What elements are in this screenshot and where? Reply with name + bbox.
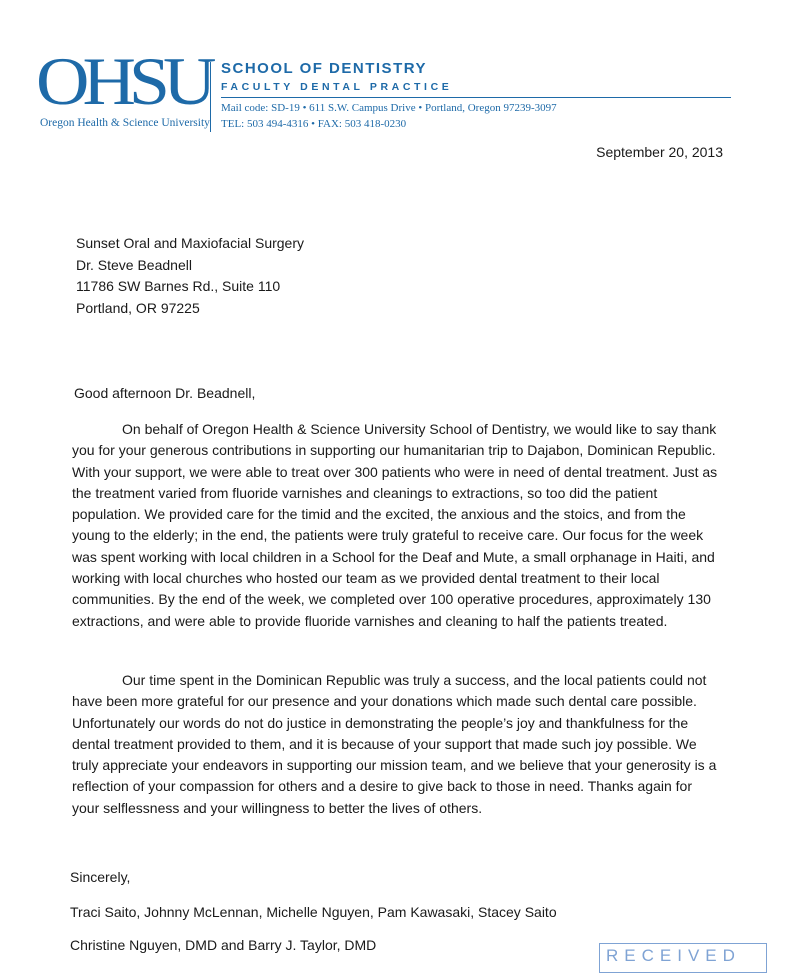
closing: Sincerely, bbox=[70, 869, 131, 885]
practice-name: FACULTY DENTAL PRACTICE bbox=[221, 81, 453, 93]
mailing-address: Mail code: SD-19 • 611 S.W. Campus Drive • Portland, Oregon 97239-3097 bbox=[221, 102, 557, 114]
signatories-line: Traci Saito, Johnny McLennan, Michelle Nguyen, Pam Kawasaki, Stacey Saito bbox=[70, 904, 557, 920]
letterhead-rule bbox=[221, 97, 731, 98]
letterhead-divider bbox=[210, 62, 211, 132]
school-name: SCHOOL OF DENTISTRY bbox=[221, 60, 428, 77]
salutation: Good afternoon Dr. Beadnell, bbox=[74, 385, 256, 401]
received-stamp: RECEIVED bbox=[599, 943, 767, 973]
signatories-line: Christine Nguyen, DMD and Barry J. Taylor, DMD bbox=[70, 937, 377, 953]
recipient-line: Sunset Oral and Maxiofacial Surgery bbox=[76, 235, 304, 251]
ohsu-logo: OHSU bbox=[36, 44, 210, 120]
recipient-line: Dr. Steve Beadnell bbox=[76, 256, 192, 273]
university-name: Oregon Health & Science University bbox=[40, 117, 210, 129]
letter-date: September 20, 2013 bbox=[596, 144, 723, 160]
body-paragraph: On behalf of Oregon Health & Science University School of Dentistry, we would like to say thank you for your generous contributions in supporting our humanitarian trip to Dajabon, Dominican Republic. With your support, we were able to treat over 300 patients who were in need of dental treatment. Just as the treatment varied from fluoride varnishes and cleanings to extractions, so too did the patient population. We provided care for the timid and the excited, the anxious and the stoics, and from the young to the elderly; in the end, the patients were truly grateful to receive care. Our focus for the week was spent working with local children in a School for the Deaf and Mute, a small orphanage in Haiti, and working with local churches who hosted our team as we provided dental treatment to their local communities. By the end of the week, we completed over 100 operative procedures, approximately 130 extractions, and were able to provide fluoride varnishes and cleaning to half the patients treated. bbox=[72, 421, 718, 629]
recipient-line: 11786 SW Barnes Rd., Suite 110 bbox=[76, 278, 281, 294]
phone-fax: TEL: 503 494-4316 • FAX: 503 418-0230 bbox=[221, 118, 407, 130]
body-paragraph: Our time spent in the Dominican Republic was truly a success, and the local patients could not have been more grateful for our presence and your donations which made such dental care possible. Unfortunately our words do not do justice in demonstrating the people’s joy and thankfulness for the dental treatment provided to them, and it is because of your support that made such joy possible. We truly appreciate your endeavors in supporting our mission team, and we believe that your generosity is a reflection of your compassion for others and a desire to give back to those in need. Thanks again for your selflessness and your willingness to better the lives of others. bbox=[72, 672, 717, 816]
recipient-line: Portland, OR 97225 bbox=[76, 299, 200, 316]
recipient-address bbox=[76, 233, 304, 319]
